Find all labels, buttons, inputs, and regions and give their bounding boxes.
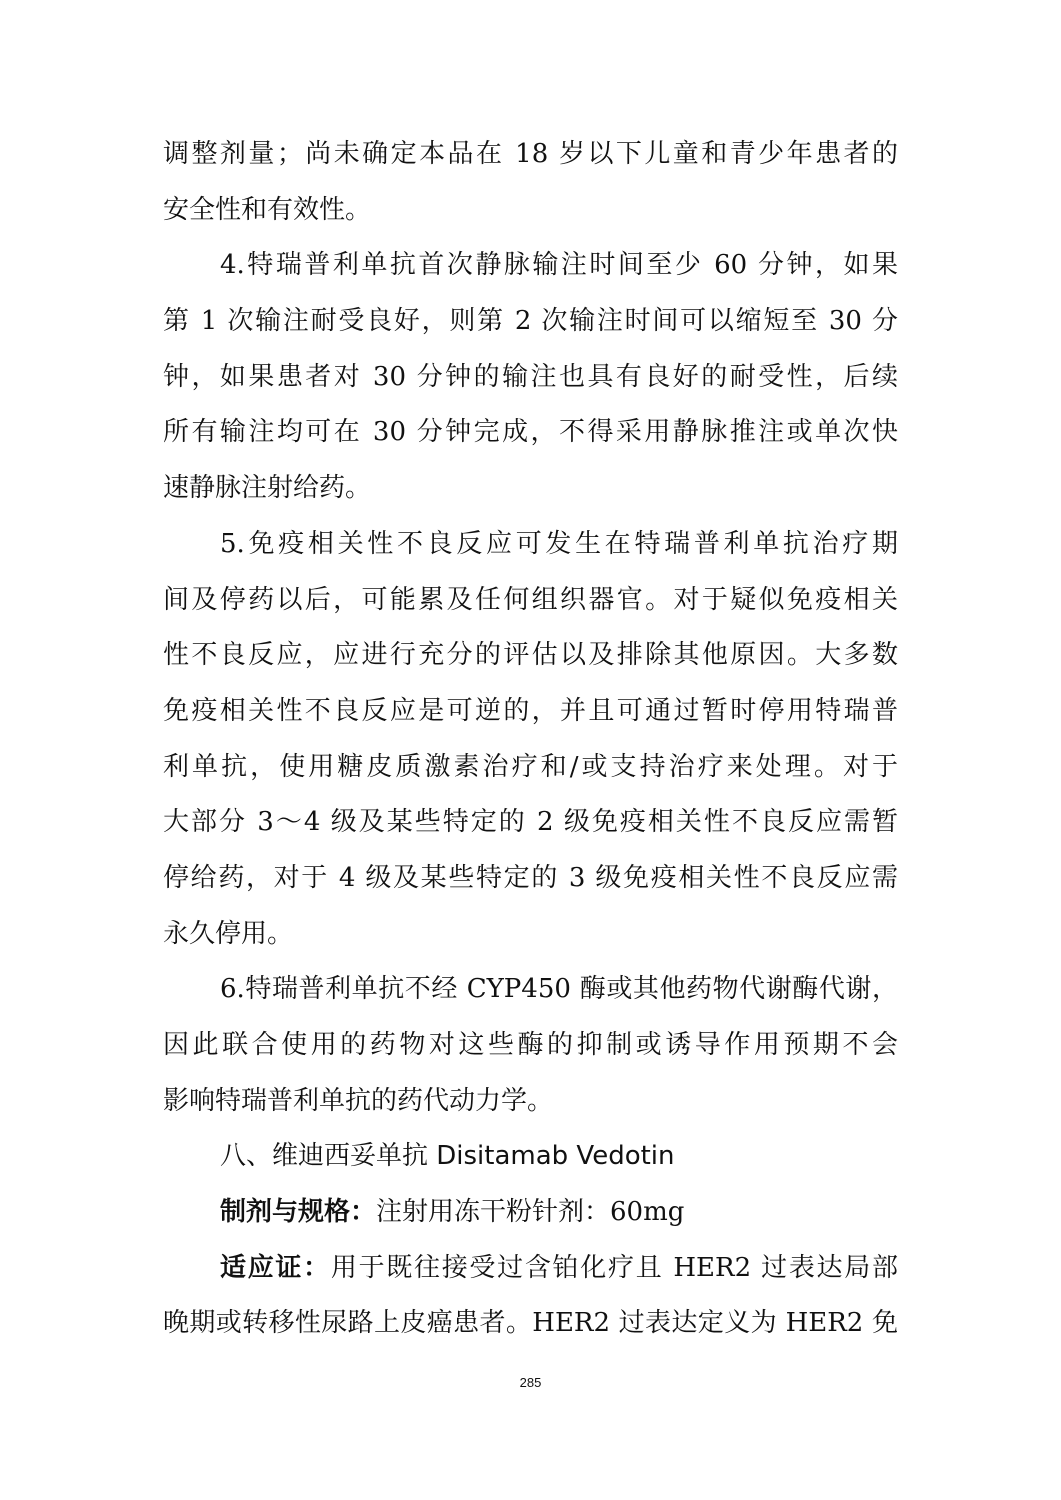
paragraph-line: 因此联合使用的药物对这些酶的抑制或诱导作用预期不会 — [163, 1030, 898, 1060]
paragraph-line: 所有输注均可在 30 分钟完成，不得采用静脉推注或单次快 — [163, 417, 898, 448]
section-heading: 八、维迪西妥单抗 Disitamab Vedotin — [220, 1141, 675, 1172]
document-body — [163, 127, 898, 1352]
formulation-text: 注射用冻干粉针剂：60mg — [376, 1197, 685, 1228]
indication-line: 晚期或转移性尿路上皮癌患者。HER2 过表达定义为 HER2 免 — [163, 1308, 898, 1339]
formulation-label: 制剂与规格： — [220, 1197, 377, 1228]
paragraph-line: 5.免疫相关性不良反应可发生在特瑞普利单抗治疗期 — [220, 528, 898, 559]
paragraph-line: 大部分 3～4 级及某些特定的 2 级免疫相关性不良反应需暂 — [163, 807, 898, 838]
paragraph-line: 钟，如果患者对 30 分钟的输注也具有良好的耐受性，后续 — [163, 361, 898, 392]
paragraph-line: 安全性和有效性。 — [163, 194, 372, 225]
paragraph-line: 速静脉注射给药。 — [163, 473, 372, 504]
indication-text: 用于既往接受过含铂化疗且 HER2 过表达局部 — [330, 1252, 898, 1283]
paragraph-line: 免疫相关性不良反应是可逆的，并且可通过暂时停用特瑞普 — [163, 695, 898, 726]
indication-line — [163, 1241, 898, 1297]
paragraph-line: 6.特瑞普利单抗不经 CYP450 酶或其他药物代谢酶代谢， — [220, 974, 898, 1005]
paragraph-line: 停给药，对于 4 级及某些特定的 3 级免疫相关性不良反应需 — [163, 862, 898, 893]
indication-label: 适应证： — [220, 1252, 331, 1283]
paragraph-line: 4.特瑞普利单抗首次静脉输注时间至少 60 分钟，如果 — [220, 250, 898, 281]
paragraph-line: 第 1 次输注耐受良好，则第 2 次输注时间可以缩短至 30 分 — [163, 306, 898, 337]
paragraph-line: 调整剂量；尚未确定本品在 18 岁以下儿童和青少年患者的 — [163, 139, 898, 169]
paragraph-line: 影响特瑞普利单抗的药代动力学。 — [163, 1085, 554, 1116]
paragraph-line: 利单抗，使用糖皮质激素治疗和/或支持治疗来处理。对于 — [163, 751, 898, 782]
page-number: 285 — [519, 1375, 542, 1390]
paragraph-line: 性不良反应，应进行充分的评估以及排除其他原因。大多数 — [163, 640, 898, 671]
formulation-line — [163, 1185, 898, 1241]
paragraph-line: 间及停药以后，可能累及任何组织器官。对于疑似免疫相关 — [163, 584, 898, 615]
paragraph-line: 永久停用。 — [163, 918, 294, 949]
